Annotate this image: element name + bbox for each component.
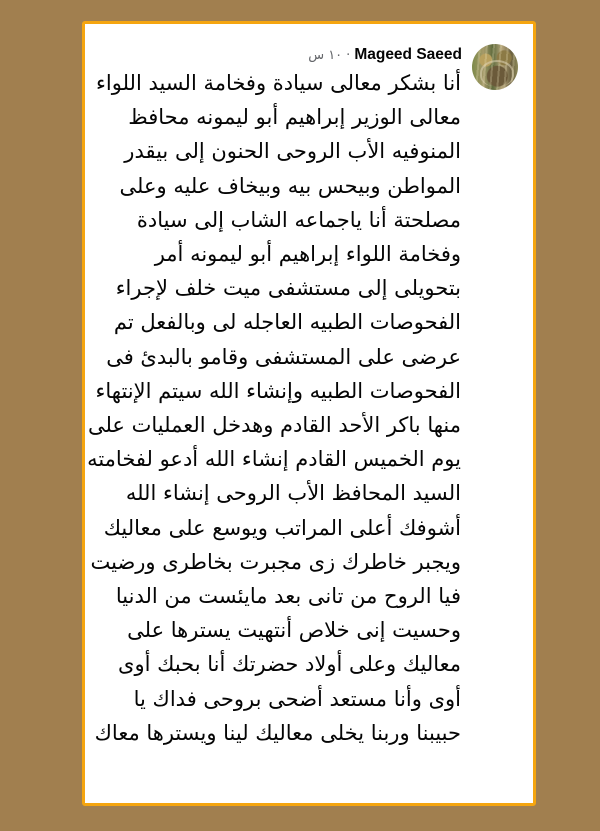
post-text-line: وفخامة اللواء إبراهيم أبو ليمونه أمر [154, 242, 461, 267]
post-text-line: حبيبنا وربنا يخلى معاليك لينا ويسترها معاك [94, 720, 461, 745]
post-text-line: المنوفيه الأب الروحى الحنون إلى بيقدر [124, 139, 461, 164]
post-text-line: بتحويلى إلى مستشفى ميت خلف لإجراء [115, 276, 461, 301]
post-text-line: ويجبر خاطرك زى مجبرت بخاطرى ورضيت [90, 549, 461, 574]
post-text-line: معاليك وعلى أولاد حضرتك أنا بحبك أوى [118, 652, 461, 677]
post-text-line: المواطن وبيحس بيه وبيخاف عليه وعلى [119, 173, 461, 198]
post-timestamp[interactable]: ١٠ س [308, 47, 343, 63]
post-header [308, 44, 462, 66]
post-text-line: الفحوصات الطبيه وإنشاء الله سيتم الإنتهاء [95, 378, 461, 403]
post-text-line: منها باكر الأحد القادم وهدخل العمليات على [87, 413, 461, 438]
post-text-line: أوى وأنا مستعد أضحى بروحى فداك يا [133, 686, 461, 711]
post-text-line: وحسيت إنى خلاص أنتهيت يسترها على [127, 618, 461, 643]
post-text-line: يوم الخميس القادم إنشاء الله أدعو لفخامته [87, 447, 461, 472]
post-text-line: أشوفك أعلى المراتب ويوسع على معاليك [103, 515, 461, 540]
post-text-line: السيد المحافظ الأب الروحى إنشاء الله [125, 481, 461, 506]
post-text-line: فيا الروح من تانى بعد مايئست من الدنيا [115, 584, 461, 609]
post-text-line: الفحوصات الطبيه العاجله لى وبالفعل تم [113, 310, 461, 335]
post-text-line: عرضى على المستشفى وقامو بالبدئ فى [106, 344, 461, 369]
author-avatar[interactable] [472, 44, 518, 90]
post-text [81, 66, 461, 750]
post-card [82, 21, 536, 806]
author-name[interactable]: Mageed Saeed [354, 46, 462, 63]
meta-separator: · [346, 47, 351, 63]
post-text-line: أنا بشكر معالى سيادة وفخامة السيد اللواء [96, 71, 461, 95]
post-text-line: مصلحتة أنا ياجماعه الشاب إلى سيادة [136, 207, 461, 232]
post-text-line: معالى الوزير إبراهيم أبو ليمونه محافظ [128, 105, 461, 130]
